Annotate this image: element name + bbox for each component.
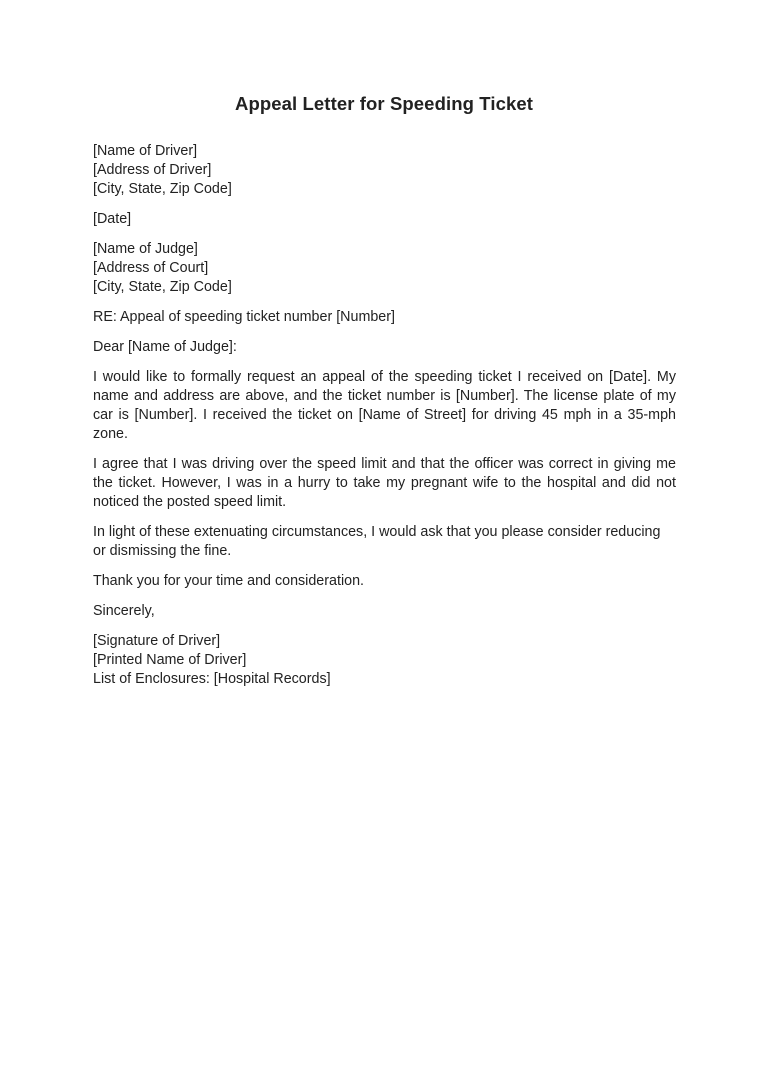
signature-line: [Signature of Driver] <box>93 633 221 649</box>
closing-block <box>93 602 676 621</box>
subject-line: RE: Appeal of speeding ticket number [Number] <box>93 309 395 325</box>
recipient-name: [Name of Judge] <box>93 241 198 257</box>
sender-address: [Address of Driver] <box>93 162 212 178</box>
letter-date: [Date] <box>93 211 132 227</box>
salutation: Dear [Name of Judge]: <box>93 339 237 355</box>
letter-body <box>93 142 676 700</box>
document-title: Appeal Letter for Speeding Ticket <box>235 93 533 114</box>
signature-block <box>93 632 676 689</box>
sender-name: [Name of Driver] <box>93 143 198 159</box>
recipient-address: [Address of Court] <box>93 260 209 276</box>
subject-line-block <box>93 308 676 327</box>
sender-city-state-zip: [City, State, Zip Code] <box>93 181 232 197</box>
paragraph-request: I would like to formally request an appeal of the speeding ticket I received on [Date]. My name and address are above, and the ticket number is [Number]. The license plate of my car is [Number]. I received the ticket on [Name of Street] for driving 45 mph in a 35-mph zone. <box>93 369 676 442</box>
recipient-address-block <box>93 240 676 297</box>
salutation-block <box>93 338 676 357</box>
paragraph-request-reduction: In light of these extenuating circumstances, I would ask that you please consider reducing or dismissing the fine. <box>93 524 661 559</box>
enclosures-list: List of Enclosures: [Hospital Records] <box>93 671 331 687</box>
recipient-city-state-zip: [City, State, Zip Code] <box>93 279 232 295</box>
paragraph-explanation: I agree that I was driving over the speed limit and that the officer was correct in giving me the ticket. However, I was in a hurry to take my pregnant wife to the hospital and did not noticed the posted speed limit. <box>93 456 676 510</box>
sender-address-block <box>93 142 676 199</box>
closing: Sincerely, <box>93 603 155 619</box>
date-block <box>93 210 676 229</box>
paragraph-thanks: Thank you for your time and consideration. <box>93 573 364 589</box>
printed-name: [Printed Name of Driver] <box>93 652 247 668</box>
